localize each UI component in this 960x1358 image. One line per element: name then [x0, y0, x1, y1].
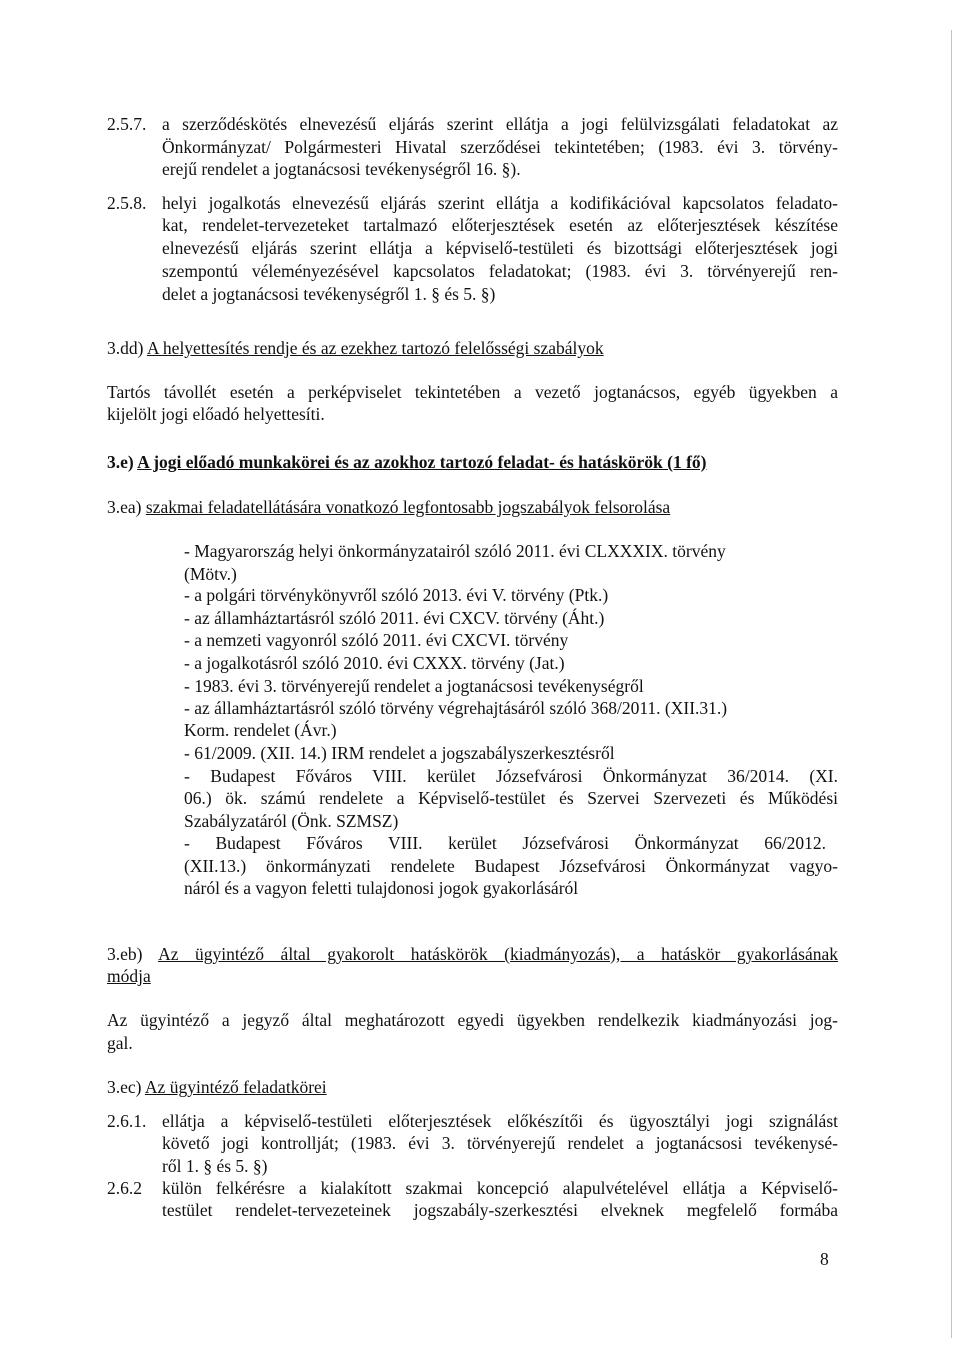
item-2-6-2-line-2: testület rendelet-tervezeteinek jogszabály-szerkesztési elveknek megfelelő formába — [162, 1200, 838, 1220]
item-2-5-7-number: 2.5.7. — [107, 114, 147, 134]
section-3eb-heading — [107, 943, 838, 965]
section-3ea-heading — [107, 496, 670, 518]
law-list-item: - a nemzeti vagyonról szóló 2011. évi CXCVI. törvény — [184, 630, 569, 650]
item-2-6-1-number: 2.6.1. — [107, 1111, 147, 1131]
section-3e-heading — [107, 451, 707, 473]
item-2-5-8-line-4: szempontú véleményezésével kapcsolatos feladatokat; (1983. évi 3. törvényerejű ren- — [162, 261, 838, 281]
item-2-5-8-line-3: elnevezésű eljárás szerint ellátja a képviselő-testületi és bizottsági előterjesztések jogi — [162, 238, 838, 258]
section-3ec-title: Az ügyintéző feladatkörei — [144, 1077, 327, 1097]
law-list-item: - a polgári törvénykönyvről szóló 2013. évi V. törvény (Ptk.) — [184, 585, 609, 605]
section-3ea-number: 3.ea) — [107, 497, 142, 517]
law-list-item: - a jogalkotásról szóló 2010. évi CXXX. törvény (Jat.) — [184, 653, 565, 673]
section-3dd-paragraph-line-1: Tartós távollét esetén a perképviselet tekintetében a vezető jogtanácsos, egyéb ügyekben a — [107, 382, 838, 402]
law-list-item: - 1983. évi 3. törvényerejű rendelet a jogtanácsosi tevékenységről — [184, 676, 644, 696]
section-3dd-heading — [107, 337, 604, 359]
item-2-6-1-line-1: ellátja a képviselő-testületi előterjesztések előkészítői és ügyosztályi jogi szignálást — [162, 1111, 838, 1131]
section-3dd-title: A helyettesítés rendje és az ezekhez tartozó felelősségi szabályok — [146, 338, 604, 358]
section-3dd-number: 3.dd) — [107, 338, 144, 358]
law-list-item-continuation: (Mötv.) — [184, 564, 237, 584]
item-2-5-8-line-1: helyi jogalkotás elnevezésű eljárás szerint ellátja a kodifikációval kapcsolatos feladato- — [162, 193, 838, 213]
section-3ec-heading — [107, 1076, 327, 1098]
law-list-item: - Budapest Főváros VIII. kerület Józsefvárosi Önkormányzat 36/2014. (XI. — [184, 766, 838, 786]
law-list-item: - Budapest Főváros VIII. kerület Józsefvárosi Önkormányzat 66/2012. — [184, 833, 826, 853]
item-2-5-7-line-1: a szerződéskötés elnevezésű eljárás szerint ellátja a jogi felülvizsgálati feladatokat az — [162, 114, 838, 134]
section-3eb-paragraph-line-1: Az ügyintéző a jegyző által meghatározott egyedi ügyekben rendelkezik kiadmányozási jog- — [107, 1010, 838, 1030]
section-3ec-number: 3.ec) — [107, 1077, 142, 1097]
section-3eb-number: 3.eb) — [107, 944, 143, 964]
section-3eb-paragraph-line-2: gal. — [107, 1033, 133, 1053]
law-list-item-continuation: Szabályzatáról (Önk. SZMSZ) — [184, 811, 399, 831]
law-list-item: - 61/2009. (XII. 14.) IRM rendelet a jogszabályszerkesztésről — [184, 743, 615, 763]
section-3eb-title-continuation: módja — [107, 966, 151, 986]
section-3eb-title: Az ügyintéző által gyakorolt hatáskörök (kiadmányozás), a hatáskör gyakorlásának — [158, 944, 838, 964]
item-2-5-8-line-5: delet a jogtanácsosi tevékenységről 1. § és 5. §) — [162, 284, 496, 304]
law-list-item: - az államháztartásról szóló törvény végrehajtásáról szóló 368/2011. (XII.31.) — [184, 698, 728, 718]
section-3e-number: 3.e) — [107, 452, 134, 472]
section-3ea-title: szakmai feladatellátására vonatkozó legfontosabb jogszabályok felsorolása — [145, 497, 671, 517]
law-list-item-continuation: (XII.13.) önkormányzati rendelete Budapest Józsefvárosi Önkormányzat vagyo- — [184, 856, 838, 876]
item-2-5-7-line-2: Önkormányzat/ Polgármesteri Hivatal szerződései tekintetében; (1983. évi 3. törvény- — [162, 137, 838, 157]
item-2-6-1-line-2: követő jogi kontrollját; (1983. évi 3. törvényerejű rendelet a jogtanácsosi tevékenysé- — [162, 1133, 838, 1153]
law-list-item-continuation: 06.) ök. számú rendelete a Képviselő-testület és Szervei Szervezeti és Működési — [184, 788, 838, 808]
section-3e-title: A jogi előadó munkakörei és az azokhoz tartozó feladat- és hatáskörök (1 fő) — [137, 452, 707, 472]
law-list-item: - Magyarország helyi önkormányzatairól szóló 2011. évi CLXXXIX. törvény — [184, 541, 726, 561]
law-list-item: - az államháztartásról szóló 2011. évi CXCV. törvény (Áht.) — [184, 608, 605, 628]
scan-edge — [951, 30, 952, 1338]
item-2-5-8-line-2: kat, rendelet-tervezeteket tartalmazó előterjesztések esetén az előterjesztések készítése — [162, 215, 838, 235]
law-list-item-continuation: náról és a vagyon feletti tulajdonosi jogok gyakorlásáról — [184, 878, 579, 898]
page-number: 8 — [820, 1249, 829, 1269]
item-2-5-8-number: 2.5.8. — [107, 193, 147, 213]
law-list-item-continuation: Korm. rendelet (Ávr.) — [184, 720, 337, 740]
item-2-6-2-number: 2.6.2 — [107, 1178, 142, 1198]
section-3dd-paragraph-line-2: kijelölt jogi előadó helyettesíti. — [107, 404, 325, 424]
item-2-6-2-line-1: külön felkérésre a kialakított szakmai koncepció alapulvételével ellátja a Képviselő- — [162, 1178, 838, 1198]
item-2-5-7-line-3: erejű rendelet a jogtanácsosi tevékenységről 16. §). — [162, 159, 521, 179]
item-2-6-1-line-3: ről 1. § és 5. §) — [162, 1156, 268, 1176]
